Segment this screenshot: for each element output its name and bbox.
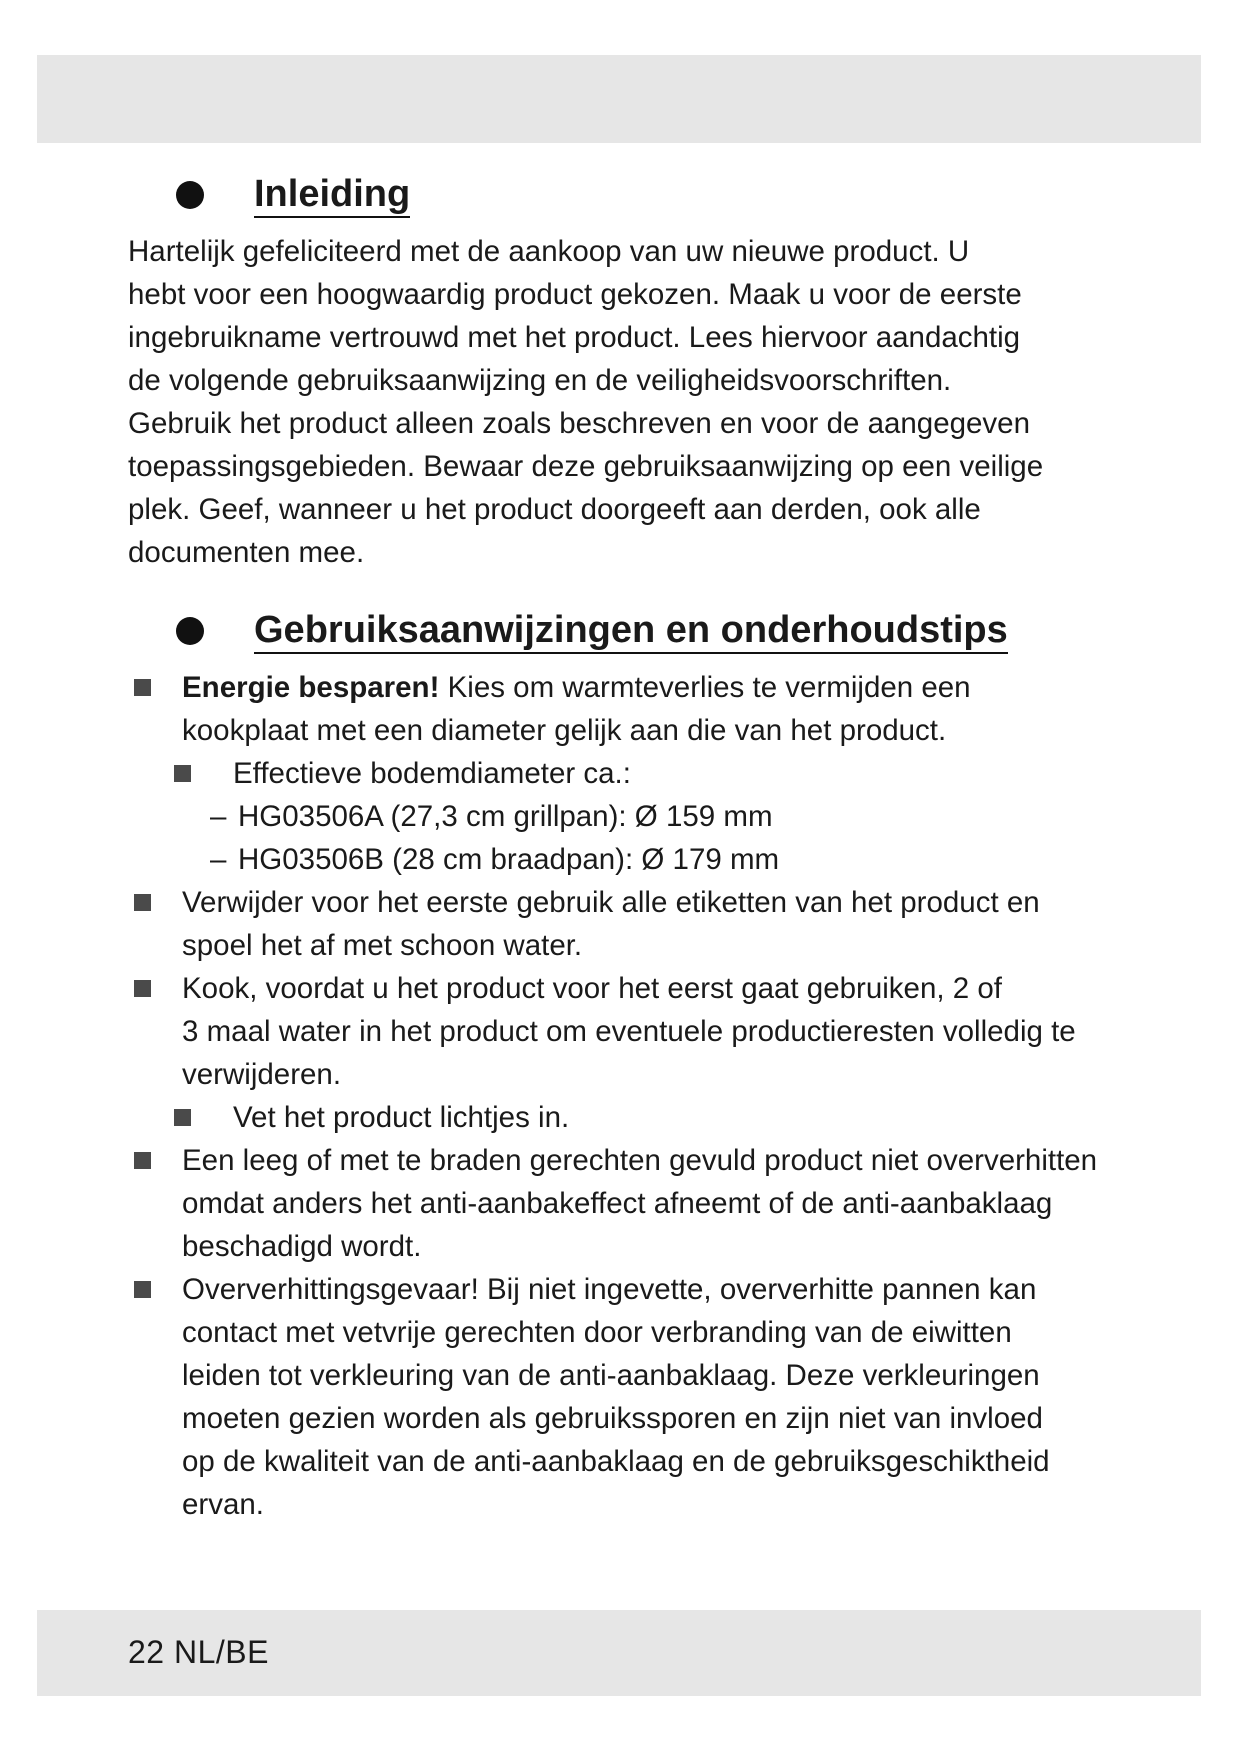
square-bullet-icon xyxy=(134,980,151,997)
list-item-line: Oververhittingsgevaar! Bij niet ingevette, oververhitte pannen kan xyxy=(182,1273,1037,1306)
list-item-line: kookplaat met een diameter gelijk aan die van het product. xyxy=(182,714,947,747)
sub-list-item xyxy=(0,752,1241,795)
list-item-line: HG03506A (27,3 cm grillpan): Ø 159 mm xyxy=(238,800,773,833)
list-item-line: Verwijder voor het eerste gebruik alle etiketten van het product en xyxy=(182,886,1040,919)
intro-line: de volgende gebruiksaanwijzing en de veiligheidsvoorschriften. xyxy=(128,364,952,397)
list-item-line: omdat anders het anti-aanbakeffect afneemt of de anti-aanbaklaag xyxy=(182,1187,1053,1220)
bullet-dot-icon xyxy=(176,617,204,645)
list-item-line: Een leeg of met te braden gerechten gevuld product niet oververhitten xyxy=(182,1144,1098,1177)
square-bullet-icon xyxy=(134,1281,151,1298)
dash-bullet: – xyxy=(210,843,227,876)
intro-paragraph xyxy=(128,230,1088,574)
list-item xyxy=(0,881,1241,967)
emphasis-text: Energie besparen! xyxy=(182,671,440,704)
list-item xyxy=(0,1268,1241,1526)
list-item-line: spoel het af met schoon water. xyxy=(182,929,583,962)
list-item-line: beschadigd wordt. xyxy=(182,1230,422,1263)
list-item-text: Kies om warmteverlies te vermijden een xyxy=(439,671,971,704)
intro-line: Gebruik het product alleen zoals beschreven en voor de aangegeven xyxy=(128,407,1030,440)
header-band xyxy=(37,55,1201,143)
page-number: 22 NL/BE xyxy=(128,1634,269,1670)
square-bullet-icon xyxy=(134,679,151,696)
square-bullet-icon xyxy=(174,1109,191,1126)
list-item-line: Vet het product lichtjes in. xyxy=(233,1101,570,1134)
list-item-line: Effectieve bodemdiameter ca.: xyxy=(233,757,631,790)
list-item-line: 3 maal water in het product om eventuele productieresten volledig te xyxy=(182,1015,1076,1048)
heading-title: Inleiding xyxy=(254,172,410,218)
sub-list-item xyxy=(0,1096,1241,1139)
intro-line: hebt voor een hoogwaardig product gekozen. Maak u voor de eerste xyxy=(128,278,1022,311)
list-item-line: op de kwaliteit van de anti-aanbaklaag en de gebruiksgeschiktheid xyxy=(182,1445,1050,1478)
square-bullet-icon xyxy=(134,894,151,911)
list-item xyxy=(0,666,1241,752)
intro-line: Hartelijk gefeliciteerd met de aankoop van uw nieuwe product. U xyxy=(128,235,970,268)
list-item-line: leiden tot verkleuring van de anti-aanbaklaag. Deze verkleuringen xyxy=(182,1359,1040,1392)
bullet-dot-icon xyxy=(176,181,204,209)
square-bullet-icon xyxy=(174,765,191,782)
dash-list-item xyxy=(0,838,1241,881)
list-item-line: ervan. xyxy=(182,1488,264,1521)
list-item-line: contact met vetvrije gerechten door verbranding van de eiwitten xyxy=(182,1316,1012,1349)
intro-line: ingebruikname vertrouwd met het product. Lees hiervoor aandachtig xyxy=(128,321,1021,354)
intro-line: toepassingsgebieden. Bewaar deze gebruiksaanwijzing op een veilige xyxy=(128,450,1044,483)
list-item-line: moeten gezien worden als gebruikssporen en zijn niet van invloed xyxy=(182,1402,1043,1435)
tips-list xyxy=(0,666,1241,1526)
square-bullet-icon xyxy=(134,1152,151,1169)
list-item-line: Kook, voordat u het product voor het eerst gaat gebruiken, 2 of xyxy=(182,972,1002,1005)
list-item xyxy=(0,967,1241,1096)
intro-line: documenten mee. xyxy=(128,536,365,569)
dash-list-item xyxy=(0,795,1241,838)
heading-title: Gebruiksaanwijzingen en onderhoudstips xyxy=(254,608,1008,654)
list-item-line xyxy=(182,666,1241,709)
section-heading-gebruik xyxy=(176,608,1008,654)
list-item-line: HG03506B (28 cm braadpan): Ø 179 mm xyxy=(238,843,780,876)
intro-line: plek. Geef, wanneer u het product doorgeeft aan derden, ook alle xyxy=(128,493,981,526)
dash-bullet: – xyxy=(210,800,227,833)
list-item xyxy=(0,1139,1241,1268)
list-item-line: verwijderen. xyxy=(182,1058,342,1091)
section-heading-inleiding xyxy=(176,172,410,218)
